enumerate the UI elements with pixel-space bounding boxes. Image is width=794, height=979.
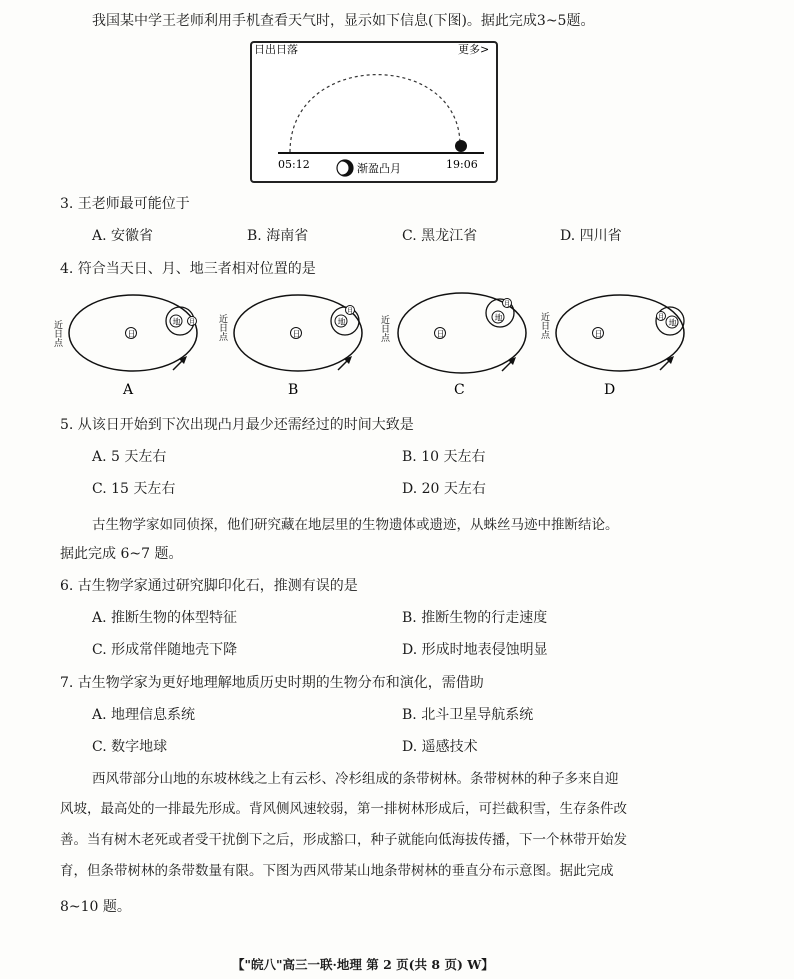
intro-q8-10-line3: 善。当有树木老死或者受干扰倒下之后，形成豁口，种子就能向低海拔传播，下一个林带开始发 [60, 832, 627, 848]
q6-option-b: B. 推断生物的行走速度 [402, 610, 548, 626]
orbit-diagram-a [52, 290, 215, 400]
q7-option-a: A. 地理信息系统 [92, 707, 196, 723]
perihelion-label: 近日点 [217, 314, 227, 341]
sunrise-sunset-widget [250, 40, 500, 185]
perihelion-label: 近日点 [52, 320, 62, 347]
q7-stem: 7. 古生物学家为更好地理解地质历史时期的生物分布和演化，需借助 [60, 675, 484, 691]
page-footer: 【"皖八"高三一联·地理 第 2 页(共 8 页) W】 [232, 957, 494, 972]
orbit-diagram-b [217, 290, 380, 400]
q3-option-d: D. 四川省 [560, 228, 622, 244]
intro-q8-10-line5: 8~10 题。 [60, 899, 131, 915]
q6-option-c: C. 形成常伴随地壳下降 [92, 642, 238, 658]
q5-option-d: D. 20 天左右 [402, 481, 486, 497]
q3-option-c: C. 黑龙江省 [402, 228, 478, 244]
diagram-letter: C [454, 382, 465, 398]
earth-label: 地 [172, 317, 181, 327]
diagram-letter: B [288, 382, 299, 398]
q7-option-c: C. 数字地球 [92, 739, 168, 755]
q3-option-a: A. 安徽省 [92, 228, 154, 244]
orbit-diagram-c [380, 285, 540, 400]
moon-label: 月 [188, 318, 196, 326]
intro-q8-10-line1: 西风带部分山地的东坡林线之上有云杉、冷杉组成的条带树林。条带树林的种子多来自迎 [92, 771, 619, 787]
sun-label: 日 [594, 329, 603, 339]
intro-q3-5: 我国某中学王老师利用手机查看天气时，显示如下信息(下图)。据此完成3~5题。 [92, 13, 595, 29]
moon-label: 月 [503, 300, 511, 308]
sun-label: 日 [127, 329, 136, 339]
sun-icon [455, 140, 467, 152]
sun-label: 日 [436, 329, 445, 339]
q6-stem: 6. 古生物学家通过研究脚印化石，推测有误的是 [60, 578, 358, 594]
moon-label: 月 [657, 313, 665, 321]
q4-stem: 4. 符合当天日、月、地三者相对位置的是 [60, 261, 316, 277]
orbit-diagram-d [540, 290, 700, 400]
sunrise-time: 05:12 [278, 158, 310, 171]
sun-label: 日 [292, 329, 301, 339]
q5-option-a: A. 5 天左右 [92, 449, 167, 465]
q6-option-a: A. 推断生物的体型特征 [92, 610, 238, 626]
q5-stem: 5. 从该日开始到下次出现凸月最少还需经过的时间大致是 [60, 417, 414, 433]
earth-orbit [556, 295, 684, 371]
intro-q6-7-line1: 古生物学家如同侦探，他们研究藏在地层里的生物遗体或遗迹，从蛛丝马迹中推断结论。 [92, 517, 619, 533]
earth-label: 地 [337, 317, 346, 327]
earth-label: 地 [668, 318, 677, 328]
q5-option-c: C. 15 天左右 [92, 481, 176, 497]
widget-title: 日出日落 [254, 43, 298, 56]
q3-option-b: B. 海南省 [247, 228, 309, 244]
moon-label: 月 [346, 307, 354, 315]
intro-q6-7-line2: 据此完成 6~7 题。 [60, 546, 183, 562]
widget-more-link: 更多> [458, 43, 490, 56]
q5-option-b: B. 10 天左右 [402, 449, 486, 465]
q6-option-d: D. 形成时地表侵蚀明显 [402, 642, 548, 658]
q7-option-b: B. 北斗卫星导航系统 [402, 707, 534, 723]
intro-q8-10-line2: 风坡，最高处的一排最先形成。背风侧风速较弱，第一排树林形成后，可拦截积雪，生存条件改 [60, 801, 627, 817]
perihelion-label: 近日点 [539, 312, 549, 339]
sunset-time: 19:06 [446, 158, 478, 171]
moon-phase-label: 渐盈凸月 [357, 162, 401, 175]
perihelion-label: 近日点 [379, 315, 389, 342]
diagram-letter: D [604, 382, 616, 398]
q3-stem: 3. 王老师最可能位于 [60, 196, 190, 212]
earth-label: 地 [494, 313, 503, 323]
q7-option-d: D. 遥感技术 [402, 739, 478, 755]
diagram-letter: A [123, 382, 134, 398]
intro-q8-10-line4: 育，但条带树林的条带数量有限。下图为西风带某山地条带树林的垂直分布示意图。据此完成 [60, 863, 614, 879]
